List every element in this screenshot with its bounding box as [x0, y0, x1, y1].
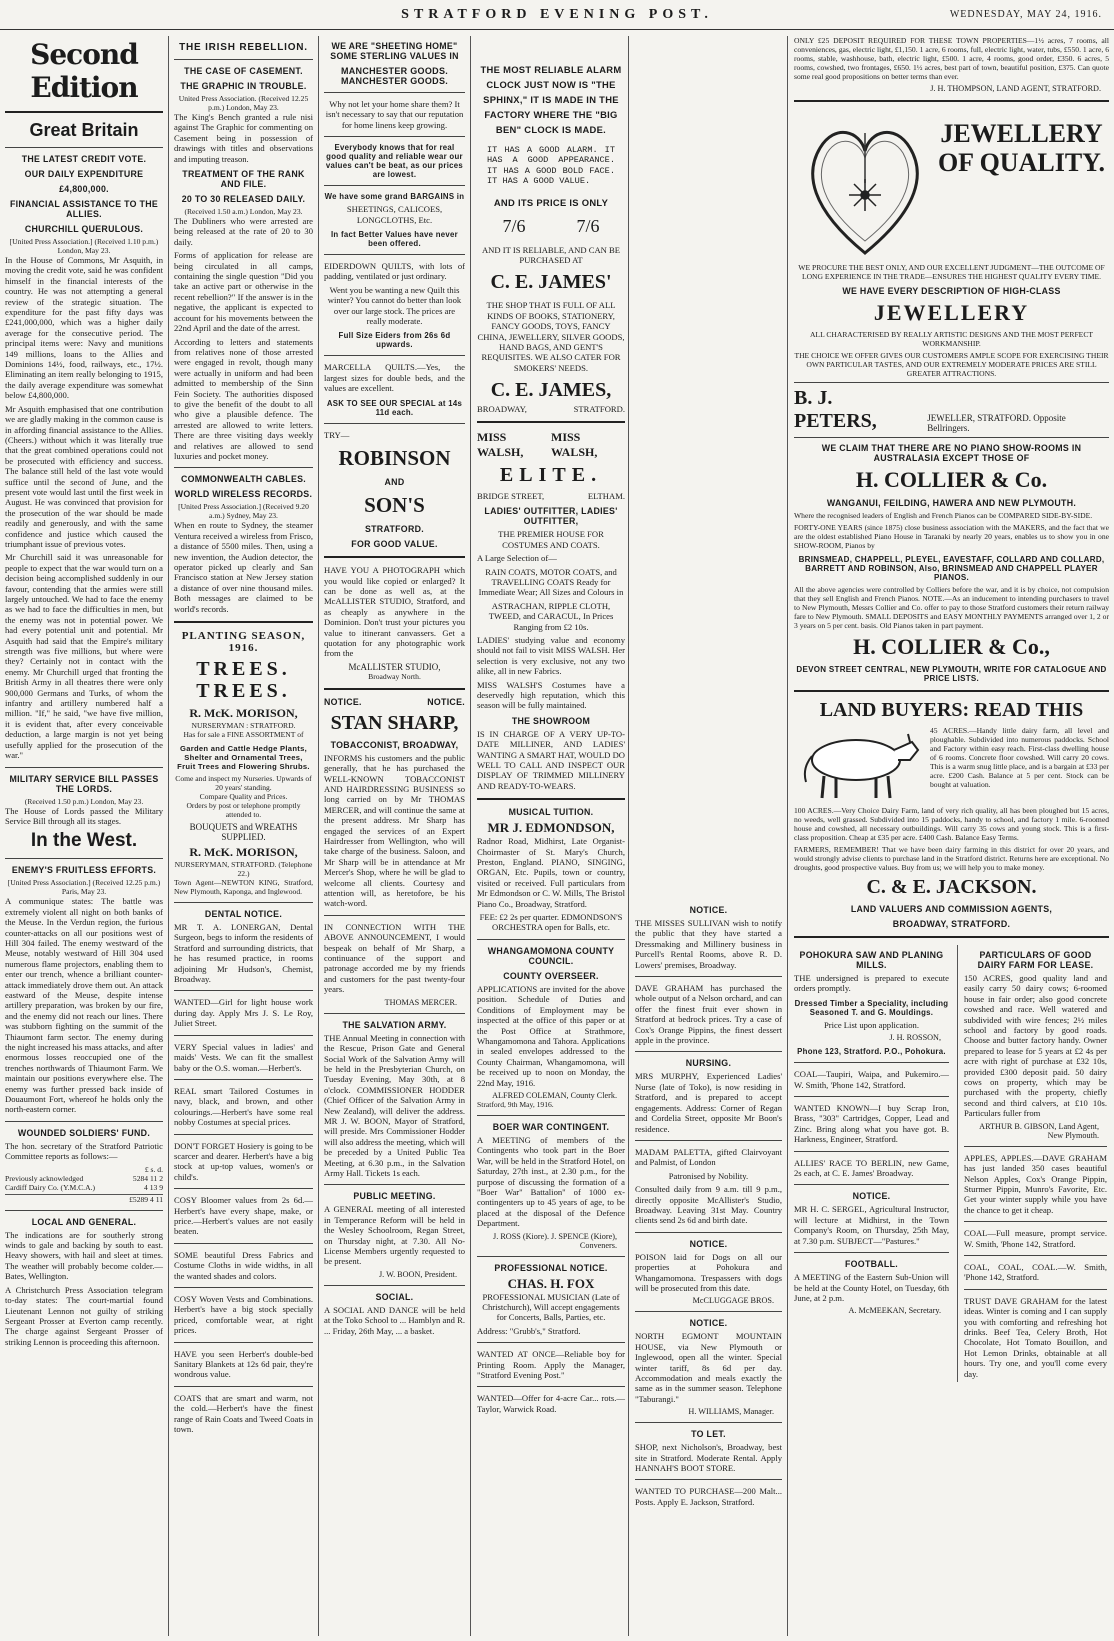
headline-daily-expenditure: OUR DAILY EXPENDITURE	[24, 169, 144, 179]
ad-shop-description: THE SHOP THAT IS FULL OF ALL KINDS OF BOOKS, STATIONERY, FANCY GOODS, TOYS, FANCY CHINA, JEWELLERY, SILVER GOODS, HAND BAGS, AND GENT'S REQUISITES. WE ALSO CATER FOR SMOKERS' NEEDS.	[477, 300, 625, 373]
headline-notice: NOTICE.	[689, 1238, 728, 1249]
headline-social: SOCIAL.	[375, 1291, 414, 1302]
ad-paragraph: THE MISSES SULLIVAN wish to notify the public that they have started a Dressmaking and Millinery business in Purcell's Rental Rooms, above R. D. Lowers' premises, Broadway.	[635, 918, 782, 970]
article-credit: (Received 1.50 p.m.) London, May 23.	[24, 796, 144, 806]
fund-row: Cardiff Dairy Co. (Y.M.C.A.) 4 13 9	[5, 1182, 163, 1192]
ad-collier: H. COLLIER & Co.,	[853, 634, 1050, 659]
ad-jackson: C. & E. JACKSON.	[866, 876, 1037, 898]
ad-paragraph: DON'T FORGET Hosiery is going to be scarcer and dearer. Herbert's have a big stock at up-top values, women's or child's.	[174, 1140, 313, 1182]
headline-commonwealth-cables: COMMONWEALTH CABLES.	[180, 474, 307, 485]
headline-to-let: TO LET.	[691, 1429, 726, 1440]
headline-released: 20 TO 30 RELEASED DAILY.	[181, 194, 306, 205]
headline-churchill: CHURCHILL QUERULOUS.	[24, 224, 144, 234]
headline-wounded-fund: WOUNDED SOLDIERS' FUND.	[17, 1127, 151, 1138]
signature: H. WILLIAMS, Manager.	[688, 1407, 774, 1417]
ad-sons: SON'S	[364, 493, 425, 518]
ad-better-values: In fact Better Values have never been offered.	[330, 230, 459, 249]
ad-peters: B. J. PETERS,	[794, 387, 877, 432]
article-paragraph: Mr Asquith emphasised that one contribution we are gladly making in the common cause is in affording financial assistance to the Allies. (Cheers.) without which it was literally true that the great combined operations could not be prosecuted with efficiency and success. The balance still held of the last vote would suffice until the second of June, and the present vote would last until the first week in August. He was convinced that provision for the prosecution of the war should be made readily and generously, and with the same confidence and justice which caused the triumphant issue of previous votes.	[5, 403, 163, 549]
article-paragraph: The Dubliners who were arrested are being released at the rate of 20 to 30 daily.	[174, 216, 313, 247]
ad-studio-address: Broadway North.	[368, 671, 421, 681]
ad-bargains: We have some grand BARGAINS in	[324, 192, 465, 202]
headline-irish-rebellion: THE IRISH REBELLION.	[179, 42, 308, 53]
ad-45-acres: 45 ACRES.—Handy little dairy farm, all level and ploughable. Subdivided into numerous paddocks. School and Factory within easy reach. First-class dwelling house of 6 rooms. Concrete floor cowshed. Will carry 20 cows. This is a warm snug little place, and is a bargain at £33 per acre. £200 Cash. Balance at 5 per cent. Stock can be bought at valuation.	[930, 726, 1109, 789]
ad-premier: THE PREMIER HOUSE FOR COSTUMES AND COATS.	[498, 529, 604, 550]
ad-orders: Orders by post or telephone promptly attended to.	[186, 801, 301, 820]
headline-enemy-efforts: ENEMY'S FRUITLESS EFFORTS.	[11, 865, 157, 876]
signature: J. H. THOMPSON, LAND AGENT, STRATFORD.	[930, 84, 1101, 93]
ad-costumes: MISS WALSH'S Costumes have a deservedly high reputation, which this season will be fully maintained.	[477, 679, 625, 711]
ad-paragraph: MARCELLA QUILTS.—Yes, the largest sizes for double beds, and the values are excellent.	[324, 362, 465, 394]
ad-paragraph: FORTY-ONE YEARS (since 1875) close business association with the MAKERS, and the fact that we are the oldest established Piano House in Taranaki by nearly 20 years, enables us to show you in one SHOW-ROOM, Pianos by	[794, 523, 1109, 550]
column-1	[0, 36, 168, 1636]
ad-paragraph: POISON laid for Dogs on all our properties at Pohokura and Whangamomona. Trespassers with dogs will be prosecuted from this date.	[635, 1251, 782, 1293]
column-2	[169, 36, 318, 1636]
ad-paragraph: SHOP, next Nicholson's, Broadway, best site in Stratford. Moderate Rental. Apply HANNAH'S BOOT STORE.	[635, 1442, 782, 1474]
column-rule	[470, 36, 471, 1636]
signature: J. H. ROSSON,	[889, 1033, 941, 1043]
fund-row: Previously acknowledged 5284 11 2	[5, 1173, 163, 1183]
column-4	[472, 36, 630, 1636]
ad-land-buyers: LAND BUYERS: READ THIS	[819, 699, 1084, 721]
ad-sheeting-heading: WE ARE "SHEETING HOME" SOME STERLING VALUES IN	[330, 41, 459, 61]
ad-jewellery: JEWELLERY	[873, 300, 1030, 325]
ad-paragraph: Why not let your home share them? It isn't necessary to say that our reputation for home linens keep growing.	[325, 99, 464, 130]
notice-row: NOTICE. NOTICE.	[324, 696, 465, 707]
ad-rain-coats: RAIN COATS, MOTOR COATS, and TRAVELLING COATS Ready for Immediate Wear; All Sizes and Colours in	[478, 566, 624, 598]
article-paragraph: A Christchurch Press Association telegram to-day states: The court-martial found Lieutenant Lennon not guilty of striking Sergeant Prosser at Everton camp recently. The charge against Sergeant Prosser of striking Lennon is proceeding this afternoon.	[5, 1284, 163, 1347]
article-credit: [United Press Association.] (Received 9.20 a.m.) Sydney, May 23.	[178, 502, 309, 521]
headline-overseer: COUNTY OVERSEER.	[503, 970, 599, 981]
issue-date: WEDNESDAY, MAY 24, 1916.	[949, 9, 1102, 20]
bottom-left-column	[794, 945, 949, 1382]
headline-professional: PROFESSIONAL NOTICE.	[494, 1262, 608, 1273]
ad-piano-claim: WE CLAIM THAT THERE ARE NO PIANO SHOW-ROOMS IN AUSTRALASIA EXCEPT THOSE OF	[821, 443, 1082, 463]
land-ad-body	[794, 726, 1109, 806]
ad-studio: McALLISTER STUDIO,	[348, 661, 441, 672]
ad-paragraph: SOME beautiful Dress Fabrics and Costume Cloths in wide widths, in all the wanted shades and colors.	[174, 1249, 313, 1281]
ad-paragraph: HAVE you seen Herbert's double-bed Sanitary Blankets at 12s 6d pair, they're wondrous value.	[174, 1348, 313, 1380]
headline-boer-war: BOER WAR CONTINGENT.	[492, 1121, 610, 1132]
column-6	[789, 36, 1114, 1636]
ad-good-value: FOR GOOD VALUE.	[351, 539, 438, 550]
column-5	[630, 900, 787, 1640]
ad-paragraph: COATS that are smart and warm, not the cold.—Herbert's have the finest range of Rain Coats and Tweed Coats in town.	[174, 1392, 313, 1435]
ad-collier-towns: WANGANUI, FEILDING, HAWERA AND NEW PLYMOUTH.	[826, 498, 1077, 508]
signature: J. W. BOON, President.	[378, 1269, 457, 1279]
masthead	[0, 0, 1114, 30]
ad-deposit: ONLY £25 DEPOSIT REQUIRED FOR THESE TOWN PROPERTIES—1½ acres, 7 rooms, all conveniences, gas, electric light, £1,150. 1 acre, 6 rooms, full, electric light, water, tubs, £550. 1 acre, 6 rooms, stable, washhouse, bath, electric light, £500. 1 acre, 4 rooms, good order, £350. 6 acres, 5 rooms, cowshed, two frontages, £650. 1½ acres, best part of town, beautiful position, £375. Can quote some real good propositions on better terms than ever.	[794, 36, 1109, 81]
article-paragraph: When en route to Sydney, the steamer Ventura received a wireless from Frisco, a distance of 5500 miles. Then, using a new invention, the Audion detector, the operator picked up clearly and San Francisco station at New Jersey station a distance of over nine thousand miles. Both messages are claimed to be world's records.	[174, 520, 313, 614]
ad-procure: WE PROCURE THE BEST ONLY, AND OUR EXCELLENT JUDGMENT—THE OUTCOME OF LONG EXPERIENCE IN THE TRADE—ENSURES THE HIGHEST QUALITY EVERY TIME.	[798, 263, 1105, 281]
ad-paragraph: All the above agencies were controlled by Colliers before the war, and it is by choice, not compulsion that they sell English and French Pianos. NOTE.—As an inducement to intending purchasers to travel to New Plymouth, Messrs Collier and Co. offer to pay to those Stratford customers their return railway fare to New Plymouth. SMALL DEPOSITS and EASY MONTHLY PAYMENTS arranged over 1, 2 or 3 years on 5 per cent. basis. Old Pianos taken in part payment.	[794, 585, 1109, 630]
ad-paragraph: COAL—Full measure, prompt service. W. Smith, 'Phone 142, Stratford.	[964, 1228, 1107, 1249]
ad-paragraph: WANTED—Offer for 4-acre Car... rots.—Taylor, Warwick Road.	[477, 1393, 625, 1414]
ad-fox: CHAS. H. FOX	[507, 1275, 595, 1291]
article-paragraph: The indications are for southerly strong winds to gale and backing by south to east. Heavy showers, with hail and sleet at times. The weather will probably become colder.—Bates, Wellington.	[5, 1229, 163, 1282]
article-paragraph: In the House of Commons, Mr Asquith, in moving the credit vote, said he was confident himself in the financial interests of the country. He was not attempting a general review of the strategic situation. The expenditure for the past fifty days was £241,000,000, which was a higher daily average for the consecutive period. The principal items were: Navy and munitions 149 millions, loans to the Allies and Dominions 14½, food, railways, etc., 17½. Eliminating an item really belonging to 1915, the daily average expenditure was somewhat below £4,800,000.	[5, 255, 163, 401]
ad-paragraph: APPLICATIONS are invited for the above position. Schedule of Duties and Conditions of Employment may be inspected at the office of this paper or at the Post Office at Strathmore, Whangamomona and Tahora. Applications in sealed envelopes addressed to the County Chairman, Whangamomona, will be received up to noon on Monday, the 22nd May, 1916.	[477, 983, 625, 1088]
ad-peters-row	[794, 382, 1109, 438]
headline-treatment: TREATMENT OF THE RANK AND FILE.	[182, 169, 305, 190]
ad-ce-james: C. E. JAMES,	[490, 379, 612, 402]
ad-tobacconist: TOBACCONIST, BROADWAY,	[330, 739, 459, 750]
ad-paragraph: MRS MURPHY, Experienced Ladies' Nurse (late of Toko), is now residing in Stratford, and is prepared to accept engagements. Address: Corner of Regan and Cordelia Street, opposite Mr Boon's residence.	[635, 1071, 782, 1134]
ad-paragraph: COSY Bloomer values from 2s 6d.—Herbert's have every shape, make, or price.—Herbert's values are not easily beaten.	[174, 1195, 313, 1237]
ad-paragraph: IN CONNECTION WITH THE ABOVE ANNOUNCEMENT, I would bespeak on behalf of Mr Sharp, a continuance of the support and patronage accorded me by my friends and customers for the past twenty-four years.	[324, 921, 465, 995]
ad-paragraph: MR T. A. LONERGAN, Dental Surgeon, begs to inform the residents of Stratford and surrounding districts, that he has resumed practice, in rooms adjoining Mr Hudson's, Chemist, Broadway.	[174, 922, 313, 985]
ad-morison: R. McK. MORISON,	[189, 845, 298, 860]
headline-public-meeting: PUBLIC MEETING.	[353, 1191, 436, 1202]
ad-stratford: STRATFORD.	[364, 524, 425, 535]
ad-100-acres: 100 ACRES.—Very Choice Dairy Farm, land of very rich quality, all has been ploughed but 15 acres, no weeds, well grassed. Subdivided into 15 paddocks, handy to school, and factory 1 mile. 6-roomed house and cowshed, all necessary outbuildings. Will carry 35 cows and young stock. This is a first-class proposition. Cheap at £35 per acre. £400 Cash. Balance Easy Terms.	[794, 806, 1109, 842]
ad-eiders: Full Size Eiders from 26s 6d upwards.	[338, 331, 451, 350]
heart-pendant-icon	[800, 113, 930, 263]
headline-notice: NOTICE.	[689, 905, 728, 915]
ad-bouquets: BOUQUETS and WREATHS SUPPLIED.	[189, 822, 298, 843]
ad-stan-sharp: STAN SHARP,	[330, 711, 459, 734]
ad-it-has: IT HAS A GOOD ALARM. IT HAS A GOOD APPEARANCE. IT HAS A GOOD BOLD FACE. IT HAS A GOOD VALUE.	[487, 145, 615, 187]
ad-paragraph: APPLES, APPLES.—DAVE GRAHAM has just landed 350 cases beautiful Nelson Apples, Cox's Orange Pippin, Sturmer Pippin, Munro's Favorite, Etc. Get your winter supply while you have the chance to get it cheap.	[964, 1152, 1107, 1215]
ad-inspect: Come and inspect my Nurseries. Upwards of 20 years' standing.	[175, 774, 312, 793]
ad-jackson-title: LAND VALUERS AND COMMISSION AGENTS,	[850, 904, 1053, 914]
ad-price-row	[477, 216, 625, 237]
ad-special: ASK TO SEE OUR SPECIAL at 14s 11d each.	[326, 398, 463, 417]
ad-paragraph: 150 ACRES, good quality land and easily carry 50 dairy cows; 6-roomed house in fair order; also good concrete cowshed and race. Well watered and subdivided with wire fences; 2½ miles school and factory by good roads. Choose and butter factory handy. Owner prepared to lease for 5 years at £2 4s per acre with right of purchase at £32 10s, provided £300 deposit paid. 50 dairy cows on property, which may be purchased with the property, chiefly second and third calvers, at £10 10s. Particulars fuller from	[964, 973, 1107, 1119]
signature: McCLUGGAGE BROS.	[692, 1296, 774, 1306]
signature: A. McMEEKAN, Secretary.	[848, 1306, 941, 1316]
ad-paragraph: Patronised by Nobility.	[668, 1170, 749, 1181]
headline-musical-tuition: MUSICAL TUITION.	[508, 807, 594, 818]
ad-paragraph: THE undersigned is prepared to execute orders promptly.	[794, 973, 949, 994]
ad-sheetings: SHEETINGS, CALICOES, LONGCLOTHS, Etc.	[346, 204, 443, 225]
fund-total: £5289 4 11	[5, 1194, 163, 1204]
ad-paragraph: PROFESSIONAL MUSICIAN (Late of Christchurch), Will accept engagements for Concerts, Balls, Parties, etc.	[482, 1291, 620, 1323]
ad-and: AND	[384, 477, 405, 488]
ad-collier: H. COLLIER & Co.	[855, 467, 1048, 492]
ad-address-row: BRIDGE STREET, ELTHAM.	[477, 491, 625, 502]
ad-walsh-row: MISS WALSH, MISS WALSH,	[477, 430, 598, 460]
ad-peters-address: JEWELLER, STRATFORD. Opposite Bellringers.	[927, 413, 1066, 433]
signature: J. ROSS (Kiore). J. SPENCE (Kiore), Conveners.	[493, 1231, 617, 1250]
ad-showroom: THE SHOWROOM	[511, 715, 591, 726]
bottom-two-columns	[794, 945, 1109, 1382]
ad-paragraph: EIDERDOWN QUILTS, with lots of padding, ventilated or just ordinary.	[324, 261, 465, 282]
ad-astrachan: ASTRACHAN, RIPPLE CLOTH, TWEED, and CARACUL, In Prices Ranging from £2 10s.	[488, 600, 614, 632]
headline-casement: THE CASE OF CASEMENT.	[184, 66, 303, 76]
ad-phone: Phone 123, Stratford. P.O., Pohokura.	[797, 1047, 946, 1057]
headline-amount: £4,800,000.	[59, 184, 109, 194]
article-credit: United Press Association. (Received 12.25 p.m.) London, May 23.	[178, 94, 309, 112]
ad-paragraph: NORTH EGMONT MOUNTAIN HOUSE, via New Plymouth or Inglewood, open all the winter. Special winter tariff, 8s 6d per day. Accommodation and meals exactly the same as in the summer season. Telephone "Taburangi."	[635, 1331, 782, 1404]
article-paragraph: Forms of application for release are being circulated in all camps, containing the single question "Did you take an active part or otherwise in the recent rebellion?" If the answer is in the negative, the applicant is expected to account for his movements between the 22nd April and the date of the arrest.	[174, 250, 313, 334]
signature: THOMAS MERCER.	[384, 997, 457, 1007]
ad-address: Address: "Grubb's," Stratford.	[477, 1325, 581, 1336]
ad-try: TRY—	[324, 429, 350, 440]
ad-price: 7/6	[502, 215, 526, 236]
headline-whangamomona: WHANGAMOMONA COUNTY COUNCIL.	[487, 945, 615, 966]
ad-paragraph: TRUST DAVE GRAHAM for the latest ideas. Winter is coming and I can supply you with comforting and refreshing hot drinks. Beef Tea, Celery Broth, Hot Chocolate, Hot Tomato Bouillon, and Hot Lemon Drinks, obtainable at all hours. Try one, and you'll come every day.	[964, 1295, 1107, 1379]
headline-financial: FINANCIAL ASSISTANCE TO THE ALLIES.	[9, 199, 159, 219]
ad-paragraph: COSY Woven Vests and Combinations. Herbert's have a big stock specially priced, comfortable wear, at right prices.	[174, 1294, 313, 1336]
ad-robinson: ROBINSON	[338, 446, 451, 471]
ad-outfitter: LADIES' OUTFITTER, LADIES' OUTFITTER,	[484, 506, 618, 527]
ad-paragraph: THE Annual Meeting in connection with the Rescue, Prison Gate and General Social Work of the Salvation Army will be held in the Presbyterian Church, on Tuesday Evening, May 30th, at 8 o'clock. COMMISSIONER HODDER (Chief Officer of the Salvation Army in New Zealand), will deliver the address. MR J. W. BOON, Mayor of Stratford, will preside. Mrs Commissioner Hodder will also address the meeting, which will be preceded by a United Public Tea Meeting, at 6.30 p.m., in the Salvation Army Hall. Tickets 1s each.	[324, 1032, 465, 1178]
article-paragraph: The hon. secretary of the Stratford Patriotic Committee reports as follows:—	[5, 1140, 163, 1162]
ad-town-agent: Town Agent—NEWTON KING, Stratford, New Plymouth, Kaponga, and Inglewood.	[174, 878, 313, 897]
ad-paragraph: A MEETING of the Eastern Sub-Union will be held at the County Hotel, on Tuesday, 6th June, at 2 p.m.	[794, 1272, 949, 1303]
headline-dental: DENTAL NOTICE.	[204, 909, 283, 920]
ad-reliable: AND IT IS RELIABLE, AND CAN BE PURCHASED AT	[481, 244, 621, 266]
ad-paragraph: COAL—Taupiri, Waipa, and Pukemiro.—W. Smith, 'Phone 142, Stratford.	[794, 1069, 949, 1090]
edition-banner: Second Edition	[30, 38, 138, 104]
headline-wireless-records: WORLD WIRELESS RECORDS.	[174, 489, 313, 500]
date-line: Stratford, 9th May, 1916.	[477, 1099, 554, 1109]
ad-paragraph: MADAM PALETTA, gifted Clairvoyant and Palmist, of London	[635, 1146, 782, 1168]
jewellery-ad	[794, 109, 1109, 263]
headline-salvation-army: THE SALVATION ARMY.	[342, 1019, 447, 1030]
ad-planting-season: PLANTING SEASON, 1916.	[181, 630, 306, 655]
ad-paragraph: Price List upon application.	[824, 1019, 919, 1030]
ad-ce-james: C. E. JAMES'	[490, 271, 612, 294]
ad-jackson-address: BROADWAY, STRATFORD.	[892, 919, 1011, 929]
ad-paragraph: Consulted daily from 9 a.m. till 9 p.m., directly opposite McAllister's Studio, Broadway. Leaving 31st May. Country clients send 2s 6d and birth date.	[635, 1184, 782, 1226]
ad-characterised: ALL CHARACTERISED BY REALLY ARTISTIC DESIGNS AND THE MOST PERFECT WORKMANSHIP.	[809, 330, 1094, 348]
ad-fee: FEE: £2 2s per quarter. EDMONDSON'S ORCHESTRA open for Balls, etc.	[479, 912, 623, 933]
ad-paragraph: Radnor Road, Midhirst, Late Organist-Choirmaster of St. Mary's Church, Preston, England. PIANO, SINGING, ORGAN, Etc. Pupils, town or country, visited or received. Full particulars from Mr Edmondson or C. W. Mills, The Bristol Piano Co., Broadway, Stratford.	[477, 836, 625, 909]
headline-local-general: LOCAL AND GENERAL.	[31, 1216, 137, 1227]
ad-price: 7/6	[576, 215, 600, 236]
ad-alarm-clock: THE MOST RELIABLE ALARM CLOCK JUST NOW IS "THE SPHINX," IT IS MADE IN THE FACTORY WHERE THE "BIG BEN" CLOCK IS MADE.	[480, 64, 622, 135]
ad-manchester-goods: MANCHESTER GOODS. MANCHESTER GOODS.	[340, 66, 449, 86]
ad-piano-makers: BRINSMEAD, CHAPPELL, PLEYEL, EAVESTAFF, COLLARD AND COLLARD, BARRETT AND ROBINSON, Also, BRINSMEAD AND CHAPPELL PLAYER PIANOS.	[798, 555, 1105, 582]
article-credit: [United Press Association.] (Received 12.25 p.m.) Paris, May 23.	[7, 878, 161, 897]
ad-paragraph: A SOCIAL AND DANCE will be held at the Toko School to ... Hamblyn and R. ... Friday, 26th May, ... a basket.	[324, 1304, 465, 1336]
ad-paragraph: VERY Special values in ladies' and maids' Vests. We can fit the smallest baby or the O.S. woman.—Herbert's.	[174, 1041, 313, 1073]
cow-icon	[794, 726, 924, 806]
ad-farmers: FARMERS, REMEMBER! That we have been dairy farming in this district for over 20 years, and would strongly advise clients to purchase land in the Stratford district. Returns here are exceptional. No droughts, good prospective values. Buy from us; we will help you to make money.	[794, 845, 1109, 872]
ad-elite: ELITE.	[499, 464, 603, 487]
ad-devon-street: DEVON STREET CENTRAL, NEW PLYMOUTH, WRITE FOR CATALOGUE AND PRICE LISTS.	[796, 665, 1107, 683]
ad-every-description: WE HAVE EVERY DESCRIPTION OF HIGH-CLASS	[842, 286, 1061, 296]
ad-price-heading: AND ITS PRICE IS ONLY	[493, 196, 609, 208]
ad-nurseryman: NURSERYMAN : STRATFORD.	[191, 721, 296, 731]
column-rule	[787, 36, 788, 1636]
headline-credit-vote: THE LATEST CREDIT VOTE.	[21, 154, 147, 164]
ad-paragraph: A GENERAL meeting of all interested in Temperance Reform will be held in the Wesley Schoolroom, Regan Street, on Thursday night, at 7.30. All No-License Members urgently requested to be present.	[324, 1204, 465, 1267]
ad-paragraph: INFORMS his customers and the public generally, that he has purchased the WELL-KNOWN TOBACCONIST AND HAIRDRESSING BUSINESS so long carried on by Mr THOMAS MERCER, and will continue the same at the present address. Mr Sharp has engaged the services of an Expert Hairdresser from Wellington, who will take charge of the business. Saloon, and Mr Sharp will be in attendance at Mr Mercer's Shop, where he will be glad to welcome all clients. Courtesy and attention will, as heretofore, be his watch-word.	[324, 752, 465, 909]
ad-morison: R. McK. MORISON,	[189, 706, 298, 721]
bottom-right-column	[957, 945, 1107, 1382]
headline-football: FOOTBALL.	[844, 1259, 899, 1270]
ad-paragraph: Where the recognised leaders of English and French Pianos can be COMPARED SIDE-BY-SIDE.	[794, 511, 1093, 520]
ad-address-row: BROADWAY, STRATFORD.	[477, 404, 625, 415]
headline-notice: NOTICE.	[852, 1191, 891, 1202]
headline-pohokura: POHOKURA SAW AND PLANING MILLS.	[799, 950, 944, 970]
ad-trees: TREES. TREES.	[196, 658, 291, 703]
ad-plants: Garden and Cattle Hedge Plants, Shelter and Ornamental Trees, Fruit Trees and Flowering Shrubs.	[177, 744, 310, 772]
article-paragraph: A communique states: The battle was extremely violent all night on both banks of the Meuse. In the Verdun region, the furious counter-attacks on all our positions west of Hill 304 failed. The enemy westward of the Meuse, notably westward of Hill 304 used numerous flame projectors, enabling them to enter our trench, whence a brilliant counter-attack immediately drove them out. An attack eastward of the Meuse, despite intense artillery preparation, was broken by our fire, and the enemy did not reach our lines. There was stubborn fighting on the summit of the Thiaumont farm sector. The enemy during the night increased his mass attacks, and after enormous losses reoccupied one of the trenches northwards of Thiaumont Farm. We maintain our positions everywhere else. The enemy was further pressed back inside of Douaumont Fort, whereof he holds only the north-eastern corner.	[5, 896, 163, 1115]
ad-quality-note: Everybody knows that for real good quality and reliable wear our values can't be beat, as our prices are lowest.	[325, 143, 464, 180]
ad-selection: A Large Selection of—	[477, 553, 557, 564]
signature: ARTHUR B. GIBSON, Land Agent, New Plymouth.	[979, 1121, 1099, 1140]
section-heading-great-britain: Great Britain	[29, 120, 139, 140]
article-paragraph: The King's Bench granted a rule nisi against The Graphic for commenting on Casement being in possession of drawings with titles and observations and imputing treason.	[174, 112, 313, 164]
ad-assortment: Has for sale a FINE ASSORTMENT of	[183, 730, 304, 740]
ad-charge: IS IN CHARGE OF A VERY UP-TO-DATE MILLINER, AND LADIES' WANTING A SMART HAT, WOULD DO WELL TO CALL AND INSPECT OUR DISPLAY OF TRIMMED MILLINERY AND READY-TO-WEARS.	[477, 728, 625, 791]
ad-edmondson: MR J. EDMONDSON,	[487, 820, 615, 836]
article-paragraph: According to letters and statements from relatives none of those arrested were engaged in revolt, though many were actually in uniform and had been admitted to membership of the Sinn Fein Society. The authorities disposed to give the benefit of the doubt to all who give a plausible defence. The arrested are allowed to write letters. There are three visiting days weekly and relatives are allowed to send luxuries and pocket money.	[174, 336, 313, 461]
ad-choice: THE CHOICE WE OFFER GIVES OUR CUSTOMERS AMPLE SCOPE FOR EXERCISING THEIR OWN PARTICULAR TASTES, AND OUR EXTREMELY MODERATE PRICES ARE STILL GREATER ATTRACTIONS.	[794, 351, 1109, 378]
article-paragraph: The House of Lords passed the Military Service Bill through all its stages.	[5, 805, 163, 826]
headline-dairy-farm: PARTICULARS OF GOOD DAIRY FARM FOR LEASE.	[977, 950, 1094, 970]
ad-paragraph: WANTED AT ONCE—Reliable boy for Printing Room. Apply the Manager, "Stratford Evening Post."	[477, 1349, 625, 1381]
headline-graphic: THE GRAPHIC IN TROUBLE.	[180, 81, 307, 91]
ad-photograph: HAVE YOU A PHOTOGRAPH which you would like copied or enlarged? It can be done as well as, at the McALLISTER STUDIO, Stratford, and as cheaply as anywhere in the Dominion. Don't trust your pictures you value to itinerant canvassers. Get a quotation for any photographic work from the	[324, 565, 465, 659]
ad-paragraph: DAVE GRAHAM has purchased the whole output of a Nelson orchard, and can offer the finest fruit ever shown in Stratford at bedrock prices. Try a case of Cox's Orange Pippins, the finest dessert apple in the province.	[635, 983, 782, 1046]
section-heading-in-the-west: In the West.	[30, 830, 138, 852]
article-credit: (Received 1.50 a.m.) London, May 23.	[184, 207, 303, 217]
ad-paragraph: WANTED KNOWN—I buy Scrap Iron, Brass, "303" Cartridges, Copper, Lead and Zinc. Bring along what you have got. B. Harkness, Engineer, Stratford.	[794, 1103, 949, 1145]
ad-paragraph: A MEETING of members of the Contingents who took part in the Boer War, will be held in the Stratford Hotel, on Saturday, 27th inst., at 2.30 p.m., for the purpose of discussing the formation of a "Boer War" Battalion" of 1000 ex-contingenters up to 45 years of age, to be placed at the disposal of the Defence Department.	[477, 1134, 625, 1229]
ad-ladies: LADIES' studying value and economy should not fail to visit MISS WALSH. Her selection is very exclusive, not any two alike, all in new Fabrics.	[477, 634, 625, 677]
ad-nurseryman: NURSERYMAN, STRATFORD. (Telephone 22.)	[174, 860, 313, 879]
newspaper-title: STRATFORD EVENING POST.	[401, 7, 713, 22]
ad-paragraph: WANTED—Girl for light house work during day. Apply Mrs J. S. Le Roy, Juliet Street.	[174, 997, 313, 1029]
article-paragraph: Mr Churchill said it was unreasonable for people to expect that the war would turn on a decision being accomplished suddenly in our favour, contending that the armies were still largely untouched. We had to face the enemy as we had to face the difficulties in men, but the enemy was not in potential power. We had every potential unit and potential. Mr Asquith had said that the Empire's military strength was five millions, but where were they? Certainly not in contact with the enemy. Mr Churchill urged that fronting the British Army in all theatres there were only 900,000 Germans and Turks, of whom the infantry and artillery numbered half a million. "If," he said, "we have five million, it is evident that, after every conceivable deduction, a large margin is not yet being usefully applied for the prosecution of the war."	[5, 552, 163, 761]
article-credit: [United Press Association.] (Received 1.10 p.m.) London, May 23.	[9, 237, 159, 255]
ad-paragraph: ALLIES' RACE TO BERLIN, new Game, 2s each, at C. E. James' Broadway.	[794, 1157, 949, 1179]
ad-jewellery-title: JEWELLERY OF QUALITY.	[937, 119, 1106, 177]
signature: ALFRED COLEMAN, County Clerk.	[492, 1090, 617, 1100]
ad-dressed-timber: Dressed Timber a Speciality, including Seasoned T. and G. Mouldings.	[794, 998, 949, 1017]
ad-paragraph: MR H. C. SERGEL, Agricultural Instructor, will lecture at Midhirst, in the Town Company's Room, on Thursday, 25th May, at 7.30 p.m. SUBJECT—"Pastures."	[794, 1204, 949, 1246]
fund-column-header: £ s. d.	[144, 1164, 163, 1174]
column-3	[319, 36, 470, 1636]
headline-military-service: MILITARY SERVICE BILL PASSES THE LORDS.	[9, 773, 159, 794]
headline-nursing: NURSING.	[685, 1058, 732, 1069]
ad-paragraph: REAL smart Tailored Costumes in navy, black, and brown, and other colourings.—Herbert's have some real nobby Costumes at special prices.	[174, 1085, 313, 1128]
headline-notice: NOTICE.	[689, 1318, 728, 1329]
ad-compare: Compare Quality and Prices.	[199, 792, 288, 802]
ad-paragraph: WANTED TO PURCHASE—200 Malt... Posts. Apply E. Jackson, Stratford.	[635, 1486, 782, 1507]
ad-paragraph: Went you be wanting a new Quilt this winter? You cannot do better than look over our large stock. The prices are really moderate.	[327, 284, 462, 327]
ad-paragraph: COAL, COAL, COAL.—W. Smith, 'Phone 142, Stratford.	[964, 1261, 1107, 1283]
